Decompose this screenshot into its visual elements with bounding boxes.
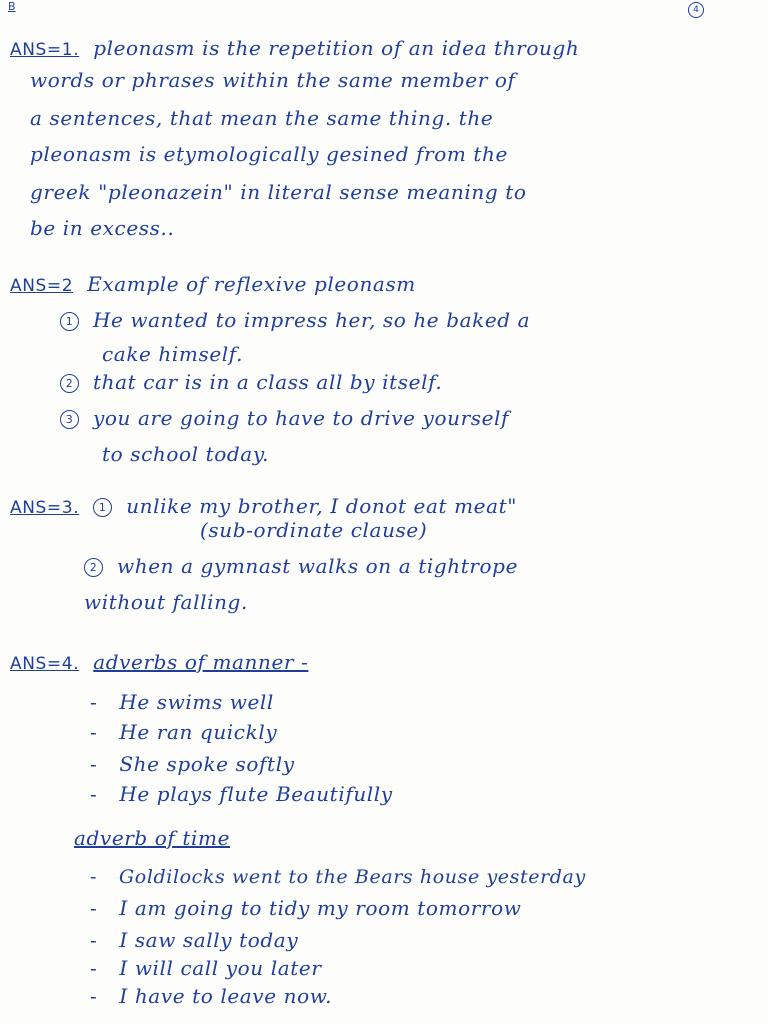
answer-3-item-2-line-2: without falling. (84, 590, 248, 614)
item-number-2: 2 (84, 558, 103, 577)
manner-bullet-4-text: He plays flute Beautifully (119, 782, 393, 806)
answer-3-item-2 (84, 554, 518, 578)
item-number-2: 2 (60, 374, 79, 393)
time-bullet-3: - I saw sally today (90, 928, 299, 952)
answer-2-label: ANS=2 (10, 276, 74, 296)
item-number-1: 1 (93, 498, 112, 517)
answer-3-item-2-text: when a gymnast walks on a tightrope (117, 554, 519, 578)
answer-1-line-2: words or phrases within the same member of (30, 68, 516, 92)
time-bullet-1: - Goldilocks went to the Bears house yesterday (90, 866, 586, 888)
answer-2-heading: Example of reflexive pleonasm (87, 272, 416, 296)
answer-2-heading-line (10, 272, 416, 296)
time-bullet-2: - I am going to tidy my room tomorrow (90, 896, 522, 920)
manner-bullet-1-text: He swims well (119, 690, 274, 714)
answer-1-line-4: pleonasm is etymologically gesined from the (30, 142, 508, 166)
time-bullet-4-text: I will call you later (119, 956, 322, 980)
answer-3-item-1-note: (sub-ordinate clause) (200, 518, 428, 542)
time-bullet-1-text: Goldilocks went to the Bears house yesterday (119, 866, 586, 888)
answer-2-item-3-line-2: to school today. (102, 442, 270, 466)
answer-4-heading: adverbs of manner - (93, 650, 309, 674)
answer-2-item-1-text: He wanted to impress her, so he baked a (93, 308, 531, 332)
adverb-time-heading: adverb of time (74, 826, 231, 850)
item-number-1: 1 (60, 312, 79, 331)
answer-2-item-3-text: you are going to have to drive yourself (93, 406, 510, 430)
time-bullet-5: - I have to leave now. (90, 984, 333, 1008)
answer-2-item-1 (60, 308, 530, 332)
answer-1-line-5: greek "pleonazein" in literal sense meaning to (30, 180, 527, 204)
answer-4-heading-line (10, 650, 308, 674)
answer-2-item-1-line-2: cake himself. (102, 342, 244, 366)
manner-bullet-3-text: She spoke softly (119, 752, 295, 776)
answer-2-item-2-text: that car is in a class all by itself. (93, 370, 443, 394)
answer-1-label: ANS=1. (10, 40, 80, 60)
manner-bullet-3: - She spoke softly (90, 752, 295, 776)
manner-bullet-1: - He swims well (90, 690, 274, 714)
manner-bullet-2-text: He ran quickly (119, 720, 278, 744)
page-number: 4 (688, 2, 704, 18)
manner-bullet-4: - He plays flute Beautifully (90, 782, 393, 806)
time-bullet-3-text: I saw sally today (119, 928, 299, 952)
page-corner-label: B (8, 0, 16, 13)
item-number-3: 3 (60, 410, 79, 429)
time-bullet-5-text: I have to leave now. (119, 984, 333, 1008)
answer-1-text: pleonasm is the repetition of an idea through (93, 36, 580, 60)
answer-4-label: ANS=4. (10, 654, 80, 674)
answer-3-label: ANS=3. (10, 498, 80, 518)
manner-bullet-2: - He ran quickly (90, 720, 278, 744)
answer-2-item-3 (60, 406, 509, 430)
time-bullet-2-text: I am going to tidy my room tomorrow (119, 896, 522, 920)
answer-1-line-1 (10, 36, 579, 60)
time-bullet-4: - I will call you later (90, 956, 322, 980)
answer-1-line-3: a sentences, that mean the same thing. the (30, 106, 494, 130)
answer-1-line-6: be in excess.. (30, 216, 175, 240)
answer-3-item-1-text: unlike my brother, I donot eat meat" (126, 494, 518, 518)
answer-2-item-2 (60, 370, 442, 394)
answer-3-item-1 (10, 494, 517, 518)
